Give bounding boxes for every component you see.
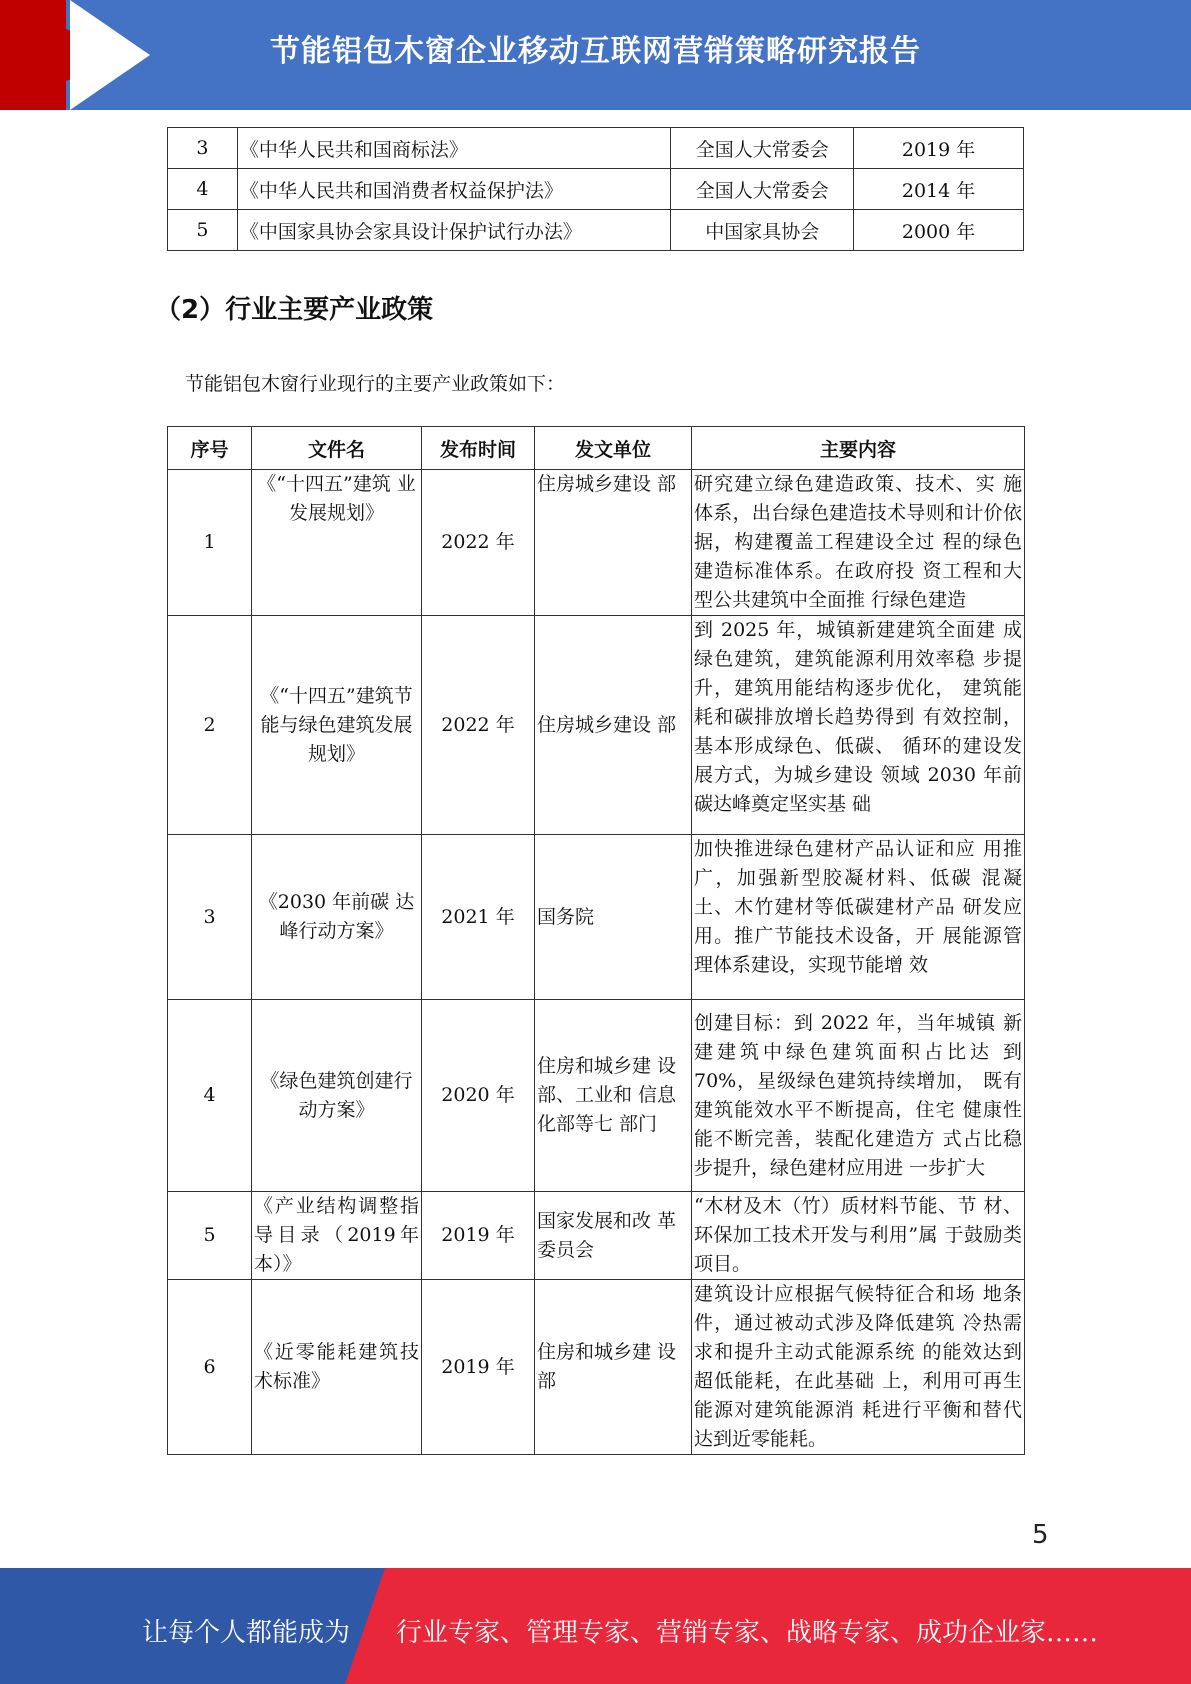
law-year: 2000 年 (854, 210, 1024, 251)
row-number: 3 (168, 128, 238, 169)
section-intro: 节能铝包木窗行业现行的主要产业政策如下： (185, 373, 566, 395)
table-row (168, 470, 1025, 616)
table-row (168, 128, 1024, 169)
header-white-chevron (70, 0, 150, 110)
header-no: 序号 (168, 427, 252, 470)
report-title: 节能铝包木窗企业移动互联网营销策略研究报告 (270, 34, 921, 69)
policy-org: 住房和城乡建 设部 (535, 1280, 692, 1455)
policy-table (167, 426, 1025, 1455)
table-row (168, 1000, 1025, 1192)
policy-name: 《近零能耗建筑技术标准》 (252, 1280, 422, 1455)
row-number: 2 (168, 616, 252, 835)
table-row (168, 1280, 1025, 1455)
policy-year: 2019 年 (422, 1192, 535, 1280)
row-number: 3 (168, 835, 252, 1000)
row-number: 4 (168, 1000, 252, 1192)
policy-name: 《产业结构调整指导目录（2019年本）》 (252, 1192, 422, 1280)
policy-year: 2022 年 (422, 616, 535, 835)
law-org: 全国人大常委会 (671, 169, 854, 210)
table-row (168, 616, 1025, 835)
table-header-row (168, 427, 1025, 470)
policy-content: 研究建立绿色建造政策、技术、实 施体系，出台绿色建造技术导则和计价依据，构建覆盖工程建设全过 程的绿色建造标准体系。在政府投 资工程和大型公共建筑中全面推 行绿色建造 (692, 470, 1025, 616)
policy-name: 《“十四五”建筑 业发展规划》 (252, 470, 422, 616)
policy-org: 住房城乡建设 部 (535, 616, 692, 835)
table-row (168, 835, 1025, 1000)
policy-content: 创建目标：到 2022 年，当年城镇 新建建筑中绿色建筑面积占比达 到 70%，星级绿色建筑持续增加， 既有建筑能效水平不断提高，住宅 健康性能不断完善，装配化建造方 式占比稳步提升，绿色建材应用进 一步扩大 (692, 1000, 1025, 1192)
policy-content: 到 2025 年，城镇新建建筑全面建 成绿色建筑，建筑能源利用效率稳 步提升，建筑用能结构逐步优化， 建筑能耗和碳排放增长趋势得到 有效控制，基本形成绿色、低碳、 循环的建设发展方式，为城乡建设 领域 2030 年前碳达峰奠定坚实基 础 (692, 616, 1025, 835)
policy-name: 《绿色建筑创建行动方案》 (252, 1000, 422, 1192)
law-name: 《中华人民共和国消费者权益保护法》 (237, 169, 670, 210)
law-org: 中国家具协会 (671, 210, 854, 251)
header-red-block (0, 0, 66, 110)
policy-org: 住房和城乡建 设部、工业和 信息化部等七 部门 (535, 1000, 692, 1192)
row-number: 1 (168, 470, 252, 616)
policy-org: 国务院 (535, 835, 692, 1000)
row-number: 5 (168, 1192, 252, 1280)
law-year: 2014 年 (854, 169, 1024, 210)
law-table (167, 127, 1024, 251)
law-year: 2019 年 (854, 128, 1024, 169)
policy-year: 2021 年 (422, 835, 535, 1000)
row-number: 6 (168, 1280, 252, 1455)
policy-year: 2022 年 (422, 470, 535, 616)
law-name: 《中华人民共和国商标法》 (237, 128, 670, 169)
header-year: 发布时间 (422, 427, 535, 470)
row-number: 5 (168, 210, 238, 251)
section-heading: （2）行业主要产业政策 (155, 295, 434, 325)
policy-content: “木材及木（竹）质材料节能、节 材、环保加工技术开发与利用”属 于鼓励类项目。 (692, 1192, 1025, 1280)
header-content: 主要内容 (692, 427, 1025, 470)
policy-year: 2019 年 (422, 1280, 535, 1455)
table-row (168, 169, 1024, 210)
law-org: 全国人大常委会 (671, 128, 854, 169)
policy-org: 住房城乡建设 部 (535, 470, 692, 616)
table-row (168, 210, 1024, 251)
policy-year: 2020 年 (422, 1000, 535, 1192)
page-number: 5 (1032, 1520, 1049, 1550)
header-name: 文件名 (252, 427, 422, 470)
policy-content: 加快推进绿色建材产品认证和应 用推广，加强新型胶凝材料、低碳 混凝土、木竹建材等低碳建材产品 研发应用。推广节能技术设备，开 展能源管理体系建设，实现节能增 效 (692, 835, 1025, 1000)
policy-content: 建筑设计应根据气候特征合和场 地条件，通过被动式涉及降低建筑 冷热需求和提升主动式能源系统 的能效达到超低能耗，在此基础 上，利用可再生能源对建筑能源消 耗进行平衡和替代达到近零能耗。 (692, 1280, 1025, 1455)
policy-name: 《“十四五”建筑节能与绿色建筑发展规划》 (252, 616, 422, 835)
policy-name: 《2030 年前碳 达峰行动方案》 (252, 835, 422, 1000)
footer-slogan-right: 行业专家、管理专家、营销专家、战略专家、成功企业家…… (396, 1618, 1099, 1648)
table-row (168, 1192, 1025, 1280)
policy-org: 国家发展和改 革委员会 (535, 1192, 692, 1280)
footer-slogan-left: 让每个人都能成为 (142, 1618, 351, 1648)
row-number: 4 (168, 169, 238, 210)
law-name: 《中国家具协会家具设计保护试行办法》 (237, 210, 670, 251)
header-org: 发文单位 (535, 427, 692, 470)
